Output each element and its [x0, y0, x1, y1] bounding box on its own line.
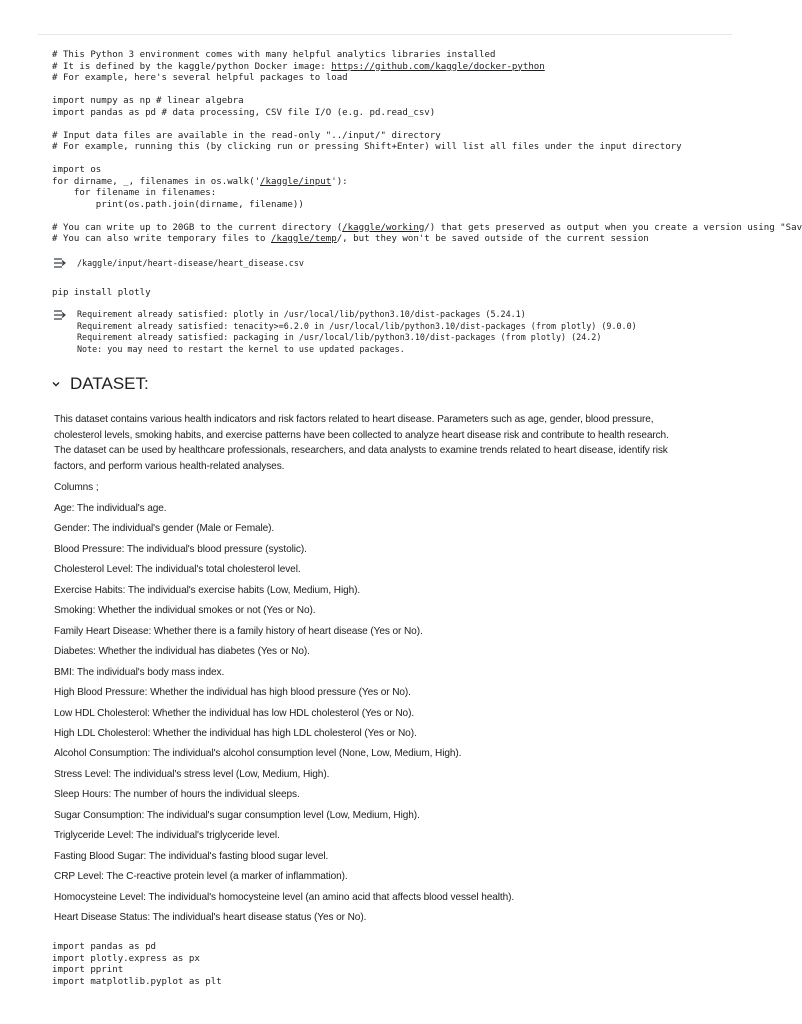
column-description: Low HDL Cholesterol: Whether the individual has low HDL cholesterol (Yes or No). — [54, 707, 415, 719]
path-link[interactable]: https://github.com/kaggle/docker-python — [331, 61, 545, 72]
code-line — [52, 119, 742, 131]
cell-output-file-list — [77, 258, 767, 270]
code-line: import pprint — [52, 965, 124, 975]
code-line: # For example, running this (by clicking run or pressing Shift+Enter) will list all files under the input directory — [52, 142, 682, 152]
column-description: Family Heart Disease: Whether there is a family history of heart disease (Yes or No). — [54, 625, 423, 637]
code-line: import os — [52, 165, 102, 175]
column-description: CRP Level: The C-reactive protein level (a marker of inflammation). — [54, 871, 348, 883]
code-line: # Input data files are available in the read-only "../input/" directory — [52, 130, 441, 141]
output-line: /kaggle/input/heart-disease/heart_disease.csv — [77, 258, 304, 268]
section-title: DATASET: — [70, 374, 149, 393]
column-description: Stress Level: The individual's stress level (Low, Medium, High). — [54, 768, 330, 780]
code-line — [52, 85, 742, 97]
chevron-down-icon[interactable] — [50, 378, 62, 390]
output-toggle-icon[interactable] — [52, 308, 68, 322]
code-cell-imports[interactable] — [52, 942, 742, 988]
column-description: High Blood Pressure: Whether the individual has high blood pressure (Yes or No). — [54, 687, 411, 699]
column-description: BMI: The individual's body mass index. — [54, 666, 225, 678]
output-line: Note: you may need to restart the kernel to use updated packages. — [77, 343, 405, 354]
code-line: # This Python 3 environment comes with many helpful analytics libraries installed — [52, 50, 496, 60]
code-line: import pandas as pd # data processing, CSV file I/O (e.g. pd.read_csv) — [52, 107, 436, 118]
code-line — [52, 211, 742, 223]
column-description: Fasting Blood Sugar: The individual's fasting blood sugar level. — [54, 850, 329, 862]
path-link[interactable]: /kaggle/input — [260, 176, 332, 187]
column-description: Heart Disease Status: The individual's heart disease status (Yes or No). — [54, 912, 367, 923]
code-line: import matplotlib.pyplot as plt — [52, 976, 222, 987]
output-line: Requirement already satisfied: packaging in /usr/local/lib/python3.10/dist-packages (from plotly) (24.2) — [77, 332, 602, 342]
paragraph-line: factors, and perform various health-related analyses. — [54, 460, 285, 472]
code-line: for filename in filenames: — [52, 188, 217, 198]
paragraph-line: This dataset contains various health indicators and risk factors related to heart disease. Parameters such as age, gender, blood pressure, — [54, 414, 654, 425]
paragraph-line: cholesterol levels, smoking habits, and exercise patterns have been collected to analyze heart disease risk and contribute to health research. — [54, 429, 669, 441]
code-line: import plotly.express as px — [52, 953, 200, 964]
column-description: Exercise Habits: The individual's exercise habits (Low, Medium, High). — [54, 584, 361, 596]
paragraph-line: The dataset can be used by healthcare professionals, researchers, and data analysts to examine trends related to heart disease, identify risk — [54, 445, 668, 457]
column-description: Alcohol Consumption: The individual's alcohol consumption level (None, Low, Medium, High). — [54, 748, 462, 760]
column-description: Homocysteine Level: The individual's homocysteine level (an amino acid that affects blood vessel health). — [54, 891, 515, 903]
code-line: # For example, here's several helpful packages to load — [52, 73, 348, 83]
columns-label: Columns ; — [54, 482, 99, 493]
column-description: High LDL Cholesterol: Whether the individual has high LDL cholesterol (Yes or No). — [54, 727, 417, 739]
column-description: Triglyceride Level: The individual's triglyceride level. — [54, 830, 280, 842]
code-line: pip install plotly — [52, 288, 151, 298]
code-cell-setup[interactable] — [52, 50, 802, 246]
column-description: Sugar Consumption: The individual's sugar consumption level (Low, Medium, High). — [54, 809, 420, 821]
path-link[interactable]: /kaggle/working — [342, 222, 425, 233]
output-line: Requirement already satisfied: plotly in /usr/local/lib/python3.10/dist-packages (5.24.1) — [77, 309, 526, 319]
code-line: import pandas as pd — [52, 942, 157, 952]
code-line: # You can also write temporary files to /kaggle/temp/, but they won't be saved outside of the current session — [52, 234, 649, 244]
code-line: # You can write up to 20GB to the current directory (/kaggle/working/) that gets preserved as output when you create a version using "Sav — [52, 222, 802, 233]
column-description: Blood Pressure: The individual's blood pressure (systolic). — [54, 543, 307, 555]
column-description: Gender: The individual's gender (Male or Female). — [54, 523, 275, 535]
cell-output-pip — [77, 309, 767, 355]
output-line: Requirement already satisfied: tenacity>=6.2.0 in /usr/local/lib/python3.10/dist-packages (from plotly) (9.0.0) — [77, 320, 637, 331]
code-line: # It is defined by the kaggle/python Docker image: https://github.com/kaggle/docker-python — [52, 61, 545, 72]
cell-divider — [38, 34, 732, 35]
section-heading[interactable] — [50, 374, 149, 394]
code-line: print(os.path.join(dirname, filename)) — [52, 199, 304, 210]
code-line — [52, 154, 742, 166]
code-cell-pip-install[interactable] — [52, 288, 742, 300]
column-description: Cholesterol Level: The individual's total cholesterol level. — [54, 564, 301, 576]
path-link[interactable]: /kaggle/temp — [271, 234, 337, 244]
column-description: Diabetes: Whether the individual has diabetes (Yes or No). — [54, 646, 310, 658]
code-line: for dirname, _, filenames in os.walk('/kaggle/input'): — [52, 176, 348, 187]
dataset-description — [54, 412, 710, 474]
code-line: import numpy as np # linear algebra — [52, 96, 244, 106]
column-description: Age: The individual's age. — [54, 503, 167, 514]
column-description: Smoking: Whether the individual smokes or not (Yes or No). — [54, 605, 316, 617]
column-description: Sleep Hours: The number of hours the individual sleeps. — [54, 789, 300, 801]
output-toggle-icon[interactable] — [52, 256, 68, 270]
